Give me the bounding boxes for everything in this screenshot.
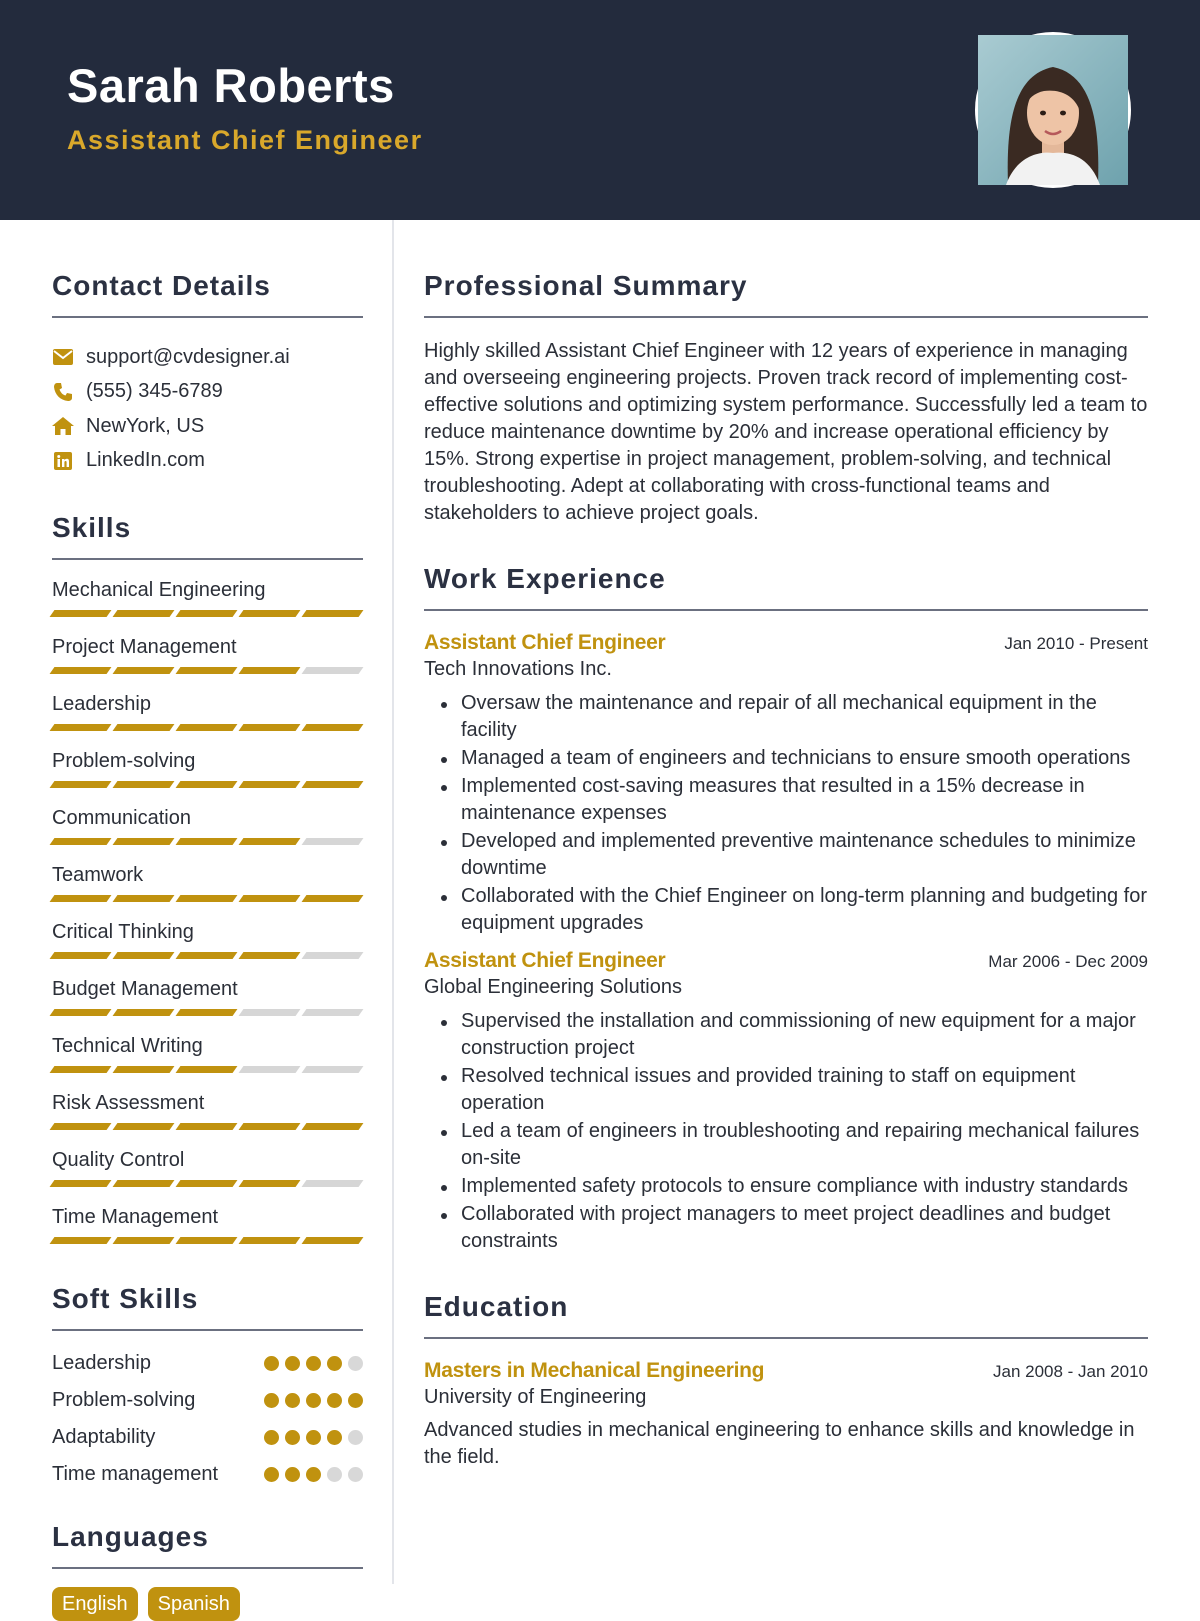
rating-dot: [264, 1467, 279, 1482]
skill-item: [52, 977, 363, 1017]
education-heading: Education: [424, 1291, 1148, 1339]
education-entry: [424, 1359, 1148, 1471]
skill-level-segment: [239, 1237, 301, 1244]
experience-heading: Work Experience: [424, 563, 1148, 611]
soft-skills-list: [52, 1351, 363, 1487]
skill-name: Communication: [52, 807, 191, 829]
skill-item: [52, 863, 363, 903]
skill-level-segment: [113, 1123, 175, 1130]
skill-level-segment: [50, 895, 112, 902]
language-chip: Spanish: [148, 1587, 240, 1621]
job-bullet: Implemented safety protocols to ensure compliance with industry standards: [424, 1173, 1148, 1200]
rating-dot: [285, 1430, 300, 1445]
skill-level-segment: [113, 1237, 175, 1244]
skill-level-segment: [113, 895, 175, 902]
job-bullet: Led a team of engineers in troubleshooting and repairing mechanical failures on-site: [424, 1118, 1148, 1172]
soft-skill-rating: [264, 1462, 363, 1482]
job-bullet: Supervised the installation and commissioning of new equipment for a major construction project: [424, 1008, 1148, 1062]
skill-level-segment: [239, 1009, 301, 1016]
summary-text: Highly skilled Assistant Chief Engineer with 12 years of experience in managing and overseeing engineering projects. Proven track record of implementing cost-effective solutions and optimizing system performance. Successfully led a team to reduce maintenance downtime by 20% and increase operational efficiency by 15%. Strong expertise in project management, problem-solving, and technical troubleshooting. Adept at collaborating with cross-functional teams and stakeholders to achieve project goals.: [424, 340, 1148, 524]
rating-dot: [348, 1467, 363, 1482]
job-bullet: Oversaw the maintenance and repair of all mechanical equipment in the facility: [424, 690, 1148, 744]
soft-skill-rating: [264, 1425, 363, 1445]
skill-item: [52, 692, 363, 732]
soft-skill-row: [52, 1462, 363, 1487]
soft-skill-name: Time management: [52, 1463, 218, 1485]
candidate-title: Assistant Chief Engineer: [67, 125, 423, 155]
skill-level-segment: [113, 724, 175, 731]
skills-section: [52, 512, 363, 1245]
education-description: Advanced studies in mechanical engineering to enhance skills and knowledge in the field.: [424, 1419, 1135, 1468]
skill-level-bar: [52, 724, 363, 732]
job-date: Mar 2006 - Dec 2009: [988, 952, 1148, 971]
skill-level-segment: [302, 610, 364, 617]
soft-skill-rating: [264, 1388, 363, 1408]
skill-level-segment: [50, 1123, 112, 1130]
skill-level-segment: [113, 1180, 175, 1187]
skill-level-segment: [239, 1180, 301, 1187]
contact-email-text: support@cvdesigner.ai: [86, 345, 290, 368]
skill-name: Risk Assessment: [52, 1092, 205, 1114]
rating-dot: [264, 1393, 279, 1408]
soft-skill-name: Leadership: [52, 1352, 151, 1374]
languages-section: [52, 1521, 363, 1621]
skill-level-segment: [50, 1237, 112, 1244]
rating-dot: [285, 1393, 300, 1408]
job-bullet: Implemented cost-saving measures that resulted in a 15% decrease in maintenance expenses: [424, 773, 1148, 827]
skill-level-bar: [52, 838, 363, 846]
skill-level-bar: [52, 1180, 363, 1188]
rating-dot: [306, 1467, 321, 1482]
job-bullet: Developed and implemented preventive maintenance schedules to minimize downtime: [424, 828, 1148, 882]
skill-name: Quality Control: [52, 1149, 185, 1171]
skill-level-segment: [176, 952, 238, 959]
skill-level-segment: [176, 1123, 238, 1130]
soft-skill-row: [52, 1351, 363, 1376]
job-bullet: Collaborated with the Chief Engineer on long-term planning and budgeting for equipment upgrades: [424, 883, 1148, 937]
skill-level-bar: [52, 1237, 363, 1245]
skill-level-segment: [176, 1180, 238, 1187]
profile-photo: [975, 32, 1131, 188]
skill-level-segment: [302, 724, 364, 731]
soft-skill-row: [52, 1388, 363, 1413]
rating-dot: [285, 1356, 300, 1371]
skill-level-segment: [302, 1123, 364, 1130]
rating-dot: [327, 1467, 342, 1482]
education-section: [424, 1291, 1148, 1471]
skill-item: [52, 806, 363, 846]
skill-item: [52, 578, 363, 618]
job-entry: [424, 949, 1148, 1255]
envelope-icon: [52, 346, 74, 368]
skill-level-segment: [302, 895, 364, 902]
skill-level-segment: [50, 781, 112, 788]
skill-level-segment: [176, 1066, 238, 1073]
rating-dot: [285, 1467, 300, 1482]
skill-level-segment: [50, 1180, 112, 1187]
skill-level-segment: [302, 1180, 364, 1187]
skill-name: Teamwork: [52, 864, 144, 886]
rating-dot: [348, 1356, 363, 1371]
soft-skill-name: Problem-solving: [52, 1389, 196, 1411]
skill-level-segment: [302, 838, 364, 845]
phone-icon: [52, 381, 74, 403]
linkedin-icon: [52, 450, 74, 472]
soft-skills-heading: Soft Skills: [52, 1283, 363, 1331]
skills-list: [52, 578, 363, 1245]
skill-level-segment: [50, 952, 112, 959]
soft-skill-row: [52, 1425, 363, 1450]
skill-level-segment: [239, 1123, 301, 1130]
home-icon: [52, 415, 74, 437]
skill-name: Budget Management: [52, 978, 238, 1000]
skill-level-segment: [176, 667, 238, 674]
summary-section: [424, 270, 1148, 527]
skill-item: [52, 1091, 363, 1131]
rating-dot: [306, 1430, 321, 1445]
skill-level-bar: [52, 610, 363, 618]
skill-level-bar: [52, 1009, 363, 1017]
skill-level-segment: [302, 781, 364, 788]
rating-dot: [327, 1356, 342, 1371]
skill-level-segment: [239, 667, 301, 674]
contact-section: [52, 270, 363, 478]
skill-level-segment: [176, 724, 238, 731]
skill-level-segment: [50, 1066, 112, 1073]
education-date: Jan 2008 - Jan 2010: [992, 1362, 1148, 1381]
skill-level-segment: [113, 952, 175, 959]
skill-name: Time Management: [52, 1206, 218, 1228]
skill-level-segment: [302, 1237, 364, 1244]
skill-level-bar: [52, 781, 363, 789]
job-entry: [424, 631, 1148, 937]
soft-skills-section: [52, 1283, 363, 1487]
skill-level-bar: [52, 1123, 363, 1131]
rating-dot: [306, 1356, 321, 1371]
skill-level-segment: [50, 724, 112, 731]
skill-level-segment: [113, 1066, 175, 1073]
rating-dot: [327, 1393, 342, 1408]
education-degree: Masters in Mechanical Engineering: [424, 1359, 765, 1382]
job-bullet: Resolved technical issues and provided training to staff on equipment operation: [424, 1063, 1148, 1117]
job-company: Global Engineering Solutions: [424, 976, 682, 998]
skill-level-segment: [239, 952, 301, 959]
job-role: Assistant Chief Engineer: [424, 949, 666, 972]
skill-name: Project Management: [52, 636, 237, 658]
skill-level-segment: [302, 1066, 364, 1073]
contact-heading: Contact Details: [52, 270, 363, 318]
skill-level-segment: [113, 667, 175, 674]
skill-level-segment: [50, 667, 112, 674]
sidebar: [52, 220, 363, 1621]
skill-level-segment: [239, 610, 301, 617]
contact-linkedin-text: LinkedIn.com: [86, 449, 205, 472]
skill-level-segment: [176, 895, 238, 902]
skill-level-segment: [113, 1009, 175, 1016]
skill-level-segment: [239, 895, 301, 902]
job-bullet: Managed a team of engineers and technicians to ensure smooth operations: [424, 745, 1148, 772]
main-content: [424, 220, 1148, 1471]
contact-location: [52, 409, 363, 444]
skill-name: Problem-solving: [52, 750, 196, 772]
contact-phone-text: (555) 345-6789: [86, 380, 223, 403]
skill-level-bar: [52, 1066, 363, 1074]
rating-dot: [264, 1430, 279, 1445]
skill-level-segment: [176, 838, 238, 845]
skill-item: [52, 1034, 363, 1074]
contact-phone[interactable]: [52, 375, 363, 410]
summary-heading: Professional Summary: [424, 270, 1148, 318]
skill-level-segment: [176, 781, 238, 788]
column-divider: [392, 220, 394, 1584]
skill-level-segment: [302, 952, 364, 959]
experience-section: [424, 563, 1148, 1255]
skill-level-segment: [50, 838, 112, 845]
job-bullets: [424, 1008, 1148, 1255]
rating-dot: [306, 1393, 321, 1408]
rating-dot: [348, 1430, 363, 1445]
soft-skill-rating: [264, 1351, 363, 1371]
skill-level-bar: [52, 895, 363, 903]
rating-dot: [264, 1356, 279, 1371]
skill-name: Critical Thinking: [52, 921, 194, 943]
skill-level-segment: [302, 667, 364, 674]
job-bullets: [424, 690, 1148, 937]
skill-level-segment: [239, 781, 301, 788]
skill-level-segment: [239, 838, 301, 845]
skill-item: [52, 920, 363, 960]
skill-level-segment: [176, 1237, 238, 1244]
resume-header: [0, 0, 1200, 220]
skill-level-segment: [113, 838, 175, 845]
skill-level-bar: [52, 952, 363, 960]
skill-item: [52, 1148, 363, 1188]
portrait-illustration: [978, 35, 1128, 185]
languages-list: [52, 1587, 363, 1621]
skill-level-segment: [176, 610, 238, 617]
skills-heading: Skills: [52, 512, 363, 560]
skill-level-segment: [113, 610, 175, 617]
skill-item: [52, 749, 363, 789]
rating-dot: [327, 1430, 342, 1445]
skill-item: [52, 1205, 363, 1245]
skill-level-segment: [113, 781, 175, 788]
job-company: Tech Innovations Inc.: [424, 658, 612, 680]
skill-name: Mechanical Engineering: [52, 579, 266, 601]
contact-list: [52, 340, 363, 478]
education-school: University of Engineering: [424, 1386, 647, 1408]
soft-skill-name: Adaptability: [52, 1426, 156, 1448]
skill-name: Technical Writing: [52, 1035, 203, 1057]
skill-item: [52, 635, 363, 675]
skill-level-segment: [239, 724, 301, 731]
contact-email[interactable]: [52, 340, 363, 375]
job-bullet: Collaborated with project managers to meet project deadlines and budget constraints: [424, 1201, 1148, 1255]
skill-name: Leadership: [52, 693, 151, 715]
skill-level-segment: [176, 1009, 238, 1016]
skill-level-segment: [50, 610, 112, 617]
skill-level-bar: [52, 667, 363, 675]
skill-level-segment: [239, 1066, 301, 1073]
candidate-name: Sarah Roberts: [67, 59, 395, 112]
contact-location-text: NewYork, US: [86, 414, 205, 437]
contact-linkedin[interactable]: [52, 444, 363, 479]
job-date: Jan 2010 - Present: [1004, 634, 1148, 653]
languages-heading: Languages: [52, 1521, 363, 1569]
rating-dot: [348, 1393, 363, 1408]
job-role: Assistant Chief Engineer: [424, 631, 666, 654]
skill-level-segment: [50, 1009, 112, 1016]
language-chip: English: [52, 1587, 138, 1621]
skill-level-segment: [302, 1009, 364, 1016]
